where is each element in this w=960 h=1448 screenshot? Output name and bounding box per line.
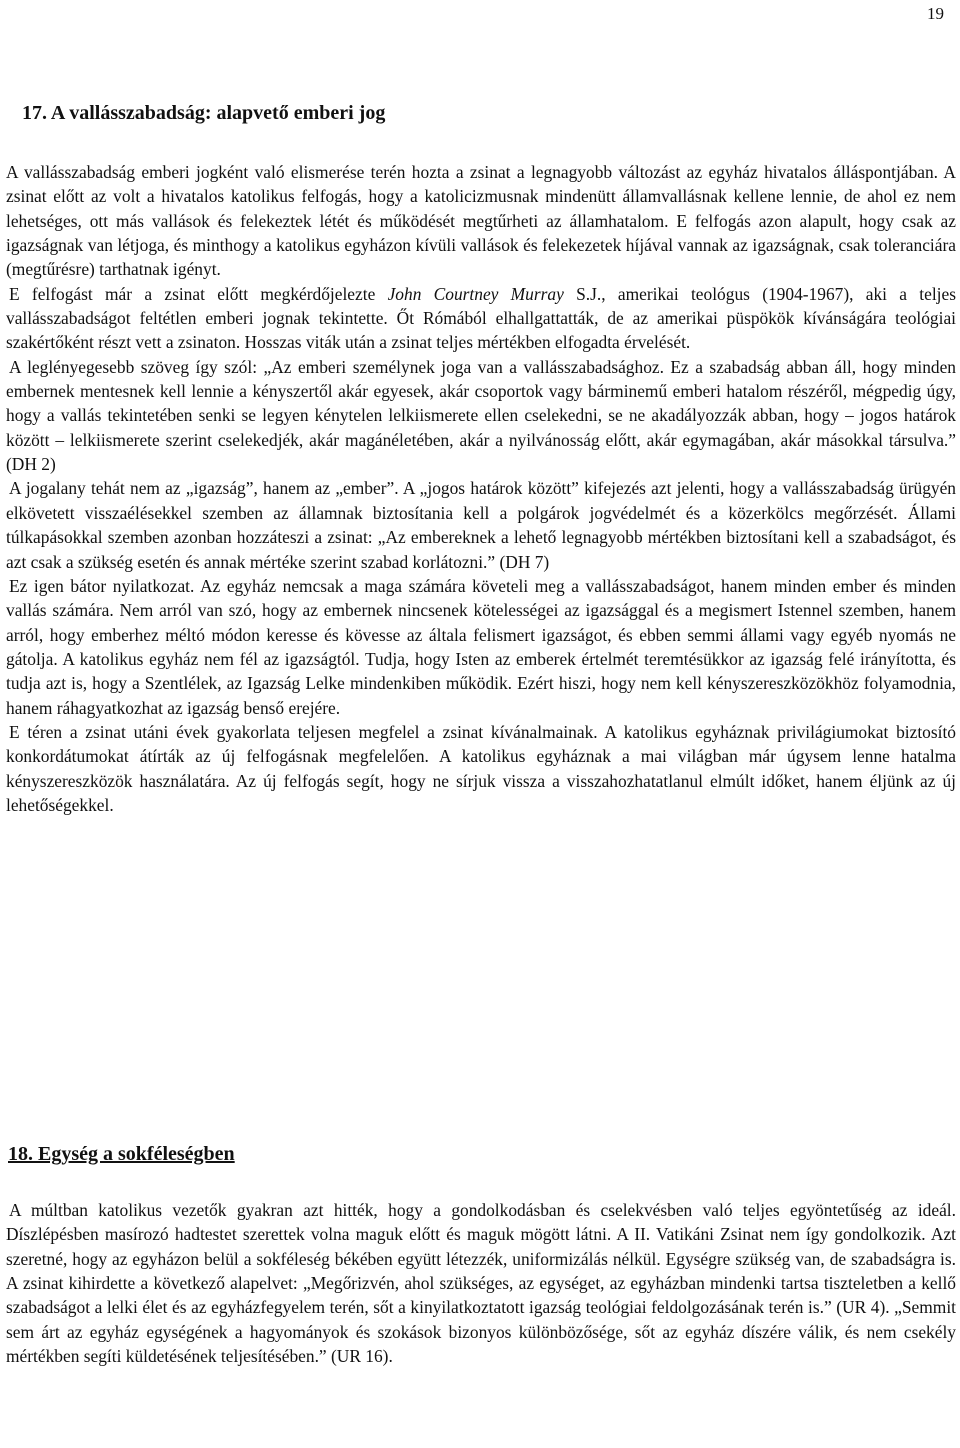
section-18-title-text: 18. Egység a sokféleségben (8, 1143, 235, 1165)
murray-name: John Courtney Murray (387, 283, 564, 304)
paragraph-text: E felfogást már a zsinat előtt megkérdőjelezte (9, 283, 388, 304)
section-17-title: 17. A vallásszabadság: alapvető emberi jog (22, 102, 386, 124)
section-17-body (6, 160, 956, 817)
paragraph: Ez igen bátor nyilatkozat. Az egyház nemcsak a maga számára követeli meg a vallásszabadságot, hanem minden ember és minden vallás számára. Nem arról van szó, hogy az embernek nincsenek kötelességei az igazsággal és a megismert Istennel szemben, hanem arról, hogy emberhez méltó módon keresse és kövesse az általa felismert igazságot, és ebben semmi állami vagy egyéb nyomás ne gátolja. A katolikus egyház nem fél az igazságtól. Tudja, hogy Isten az emberek értelmét teremtésükkor az igazság felé irányította, és tudja azt is, hogy a Szentlélek, az Igazság Lelke mindenkiben működik. Ezért hiszi, hogy nem kell kényszereszközökhöz folyamodnia, hanem ráhagyatkozhat az igazság benső erejére. (6, 575, 956, 718)
paragraph: A múltban katolikus vezetők gyakran azt hitték, hogy a gondolkodásban és cselekvésben való teljes egyöntetűség az ideál. Díszlépésben masírozó hadtestet szerettek volna maguk előtt és maguk mögött látni. A II. Vatikáni Zsinat nem így gondolkozik. Azt szeretné, hogy az egyházon belül a sokféleség békében együtt létezzék, uniformizálás nélkül. Egységre szükség van, de szabadságra is. A zsinat kihirdette a következő alapelvet: „Megőrizvén, ahol szükséges, az egységet, az egyházban mindenki tartsa tiszteletben a kellő szabadságot a lelki élet és az egyházfegyelem terén, sőt a kinyilatkoztatott igazság teológiai feldolgozásának terén is.” (UR 4). „Semmit sem árt az egyház egységének a hagyományok és szokások bizonyos különbözősége, sőt az egyház díszére válik, és nem csekély mértékben segíti küldetésének teljesítésében.” (UR 16). (6, 1200, 956, 1367)
paragraph-text: S.J., amerikai teológus (1904-1967), aki a teljes vallásszabadságot feltétlen emberi jognak tekintette. Őt Rómából elhallgattatták, de az amerikai püspökök kívánságára teológiai szakértőként részt vett a zsinaton. Hosszas viták után a zsinat teljes mértékben elfogadta érvelését. (6, 283, 956, 353)
section-18-title (8, 1141, 235, 1167)
paragraph: A leglényegesebb szöveg így szól: „Az emberi személynek joga van a vallásszabadsághoz. Ez a szabadság abban áll, hogy minden embernek mentesnek kell lennie a kényszertől akár egyesek, akár csoportok vagy bárminemű emberi hatalom részéről, mégpedig úgy, hogy a vallás tekintetében senki se legyen kénytelen lelkiismerete ellen cselekedni, se ne akadályozzák abban, hogy – jogos határok között – lelkiismerete szerint cselekedjék, akár magánéletében, akár a nyilvánosság előtt, akár egymagában, akár másokkal társulva.” (DH 2) (6, 356, 956, 475)
section-18-body (6, 1198, 956, 1368)
paragraph: E téren a zsinat utáni évek gyakorlata teljesen megfelel a zsinat kívánalmainak. A katolikus egyháznak privilágiumokat biztosító konkordátumokat átírták az új felfogásnak megfelelően. A katolikus egyháznak a mai világban már úgysem lenne hatalma kényszereszközök használatára. Az új felfogás segít, hogy ne sírjuk vissza a visszahozhatatlanul elmúlt időket, hanem éljünk az új lehetőségekkel. (6, 721, 956, 815)
paragraph: A jogalany tehát nem az „igazság”, hanem az „ember”. A „jogos határok között” kifejezés azt jelenti, hogy a vallásszabadság ürügyén elkövetett visszaélésekkel szemben az államnak biztosítania kell a polgárok jogvédelmét és a közerkölcs megőrzését. Állami túlkapásokkal szemben azonban hozzáteszi a zsinat: „Az embereknek a lehető legnagyobb mértékben biztosítani kell a szabadságot, és azt csak a szükség esetén és annak mértéke szerint szabad korlátozni.” (DH 7) (6, 478, 956, 572)
paragraph: A vallásszabadság emberi jogként való elismerése terén hozta a zsinat a legnagyobb változást az egyház hivatalos álláspontjában. A zsinat előtt az volt a hivatalos katolikus felfogás, hogy a katolicizmusnak mindenütt államvallásnak kellene lennie, de ahol ez nem lehetséges, ott más vallások és felekeztek létét és működését megtűrheti az államhatalom. E felfogás azon alapult, hogy csak az igazságnak van létjoga, és minthogy a katolikus egyházon kívüli vallások és felekezetek híjával vannak az igazságnak, csak toleranciára (megtűrésre) tarthatnak igényt. (6, 162, 956, 280)
page-number: 19 (927, 4, 944, 23)
paragraph (6, 282, 956, 355)
